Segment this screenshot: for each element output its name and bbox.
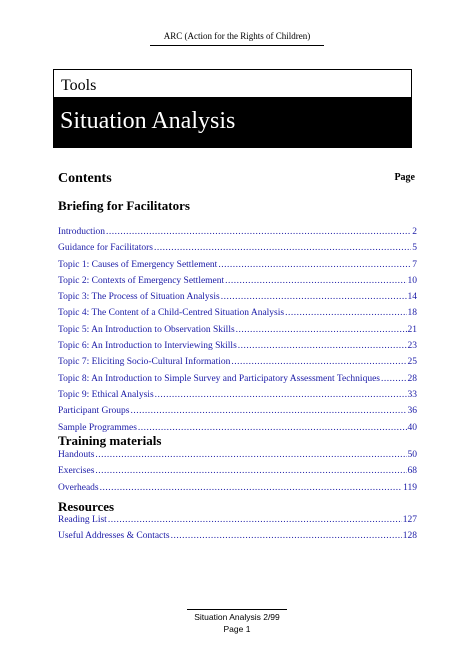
toc-leader <box>238 341 407 352</box>
toc-leader <box>155 390 407 401</box>
toc-leader <box>106 227 411 238</box>
toc-leader <box>231 357 406 368</box>
title-overline: Tools <box>61 77 97 94</box>
toc-entry-page: 50 <box>407 450 417 460</box>
toc-entry[interactable] <box>58 466 417 482</box>
toc-entry[interactable] <box>58 531 417 547</box>
footer-rule <box>187 609 287 610</box>
toc-entry[interactable] <box>58 227 417 243</box>
footer-page-number: Page 1 <box>223 624 251 634</box>
toc-leader <box>95 466 406 477</box>
toc-leader <box>381 374 407 385</box>
toc-entry-title: Topic 4: The Content of a Child-Centred Situation Analysis <box>58 308 285 319</box>
toc-entry[interactable] <box>58 325 417 341</box>
toc-entry-title: Guidance for Facilitators <box>58 243 153 254</box>
toc-entry-title: Topic 8: An Introduction to Simple Survey and Participatory Assessment Techniques <box>58 373 380 384</box>
toc-entry-page: 40 <box>407 422 417 433</box>
toc-entry[interactable] <box>58 483 417 499</box>
toc-entry-title: Topic 6: An Introduction to Interviewing Skills <box>58 341 237 352</box>
toc-entry-page: 2 <box>412 227 417 237</box>
toc-entry-page: 5 <box>412 243 417 254</box>
toc-entry-title: Topic 1: Causes of Emergency Settlement <box>58 259 218 270</box>
toc-entry[interactable] <box>58 308 417 324</box>
title-band <box>54 97 411 147</box>
toc-entry-title: Participant Groups <box>58 406 130 417</box>
toc-leader <box>225 276 406 287</box>
section-heading-resources: Resources <box>58 499 115 514</box>
toc-entry-page: 23 <box>407 341 417 352</box>
toc-entry-page: 21 <box>407 324 417 335</box>
toc-entry[interactable] <box>58 450 417 466</box>
toc-entry-page: 18 <box>407 308 417 319</box>
toc-leader <box>95 450 406 461</box>
toc-entry[interactable] <box>58 357 417 373</box>
toc-entry[interactable] <box>58 390 417 406</box>
toc-entry-page: 36 <box>407 406 417 417</box>
toc-entry-page: 10 <box>407 275 417 286</box>
toc-entry-title: Topic 9: Ethical Analysis <box>58 389 154 400</box>
toc-entry-page: 25 <box>407 357 417 368</box>
toc-entry-title: Topic 7: Eliciting Socio-Cultural Information <box>58 357 231 368</box>
toc-list-resources <box>58 515 417 548</box>
toc-entry[interactable] <box>58 260 417 276</box>
toc-leader <box>154 243 411 254</box>
toc-leader <box>131 406 407 417</box>
toc-entry-title: Topic 5: An Introduction to Observation Skills <box>58 324 235 335</box>
toc-entry-title: Reading List <box>58 515 107 525</box>
section-heading-briefing: Briefing for Facilitators <box>58 198 190 213</box>
toc-entry-page: 28 <box>407 373 417 384</box>
toc-entry-page: 33 <box>407 389 417 400</box>
header-rule <box>150 45 324 46</box>
toc-leader <box>108 515 402 526</box>
toc-leader <box>221 292 407 303</box>
toc-entry[interactable] <box>58 515 417 531</box>
toc-entry-title: Introduction <box>58 227 105 237</box>
section-heading-training: Training materials <box>58 433 162 448</box>
toc-leader <box>218 260 411 271</box>
running-header: ARC (Action for the Rights of Children) <box>163 31 311 41</box>
document-title: Situation Analysis <box>60 108 236 134</box>
toc-entry-page: 127 <box>402 515 417 525</box>
toc-entry-title: Overheads <box>58 482 99 493</box>
page-column-label: Page <box>394 172 415 183</box>
contents-heading: Contents <box>58 171 112 186</box>
toc-entry-title: Exercises <box>58 466 95 477</box>
toc-entry-title: Useful Addresses & Contacts <box>58 531 170 542</box>
toc-entry[interactable] <box>58 341 417 357</box>
toc-entry[interactable] <box>58 243 417 259</box>
toc-entry-page: 68 <box>407 466 417 477</box>
title-box <box>53 69 412 148</box>
toc-entry-page: 14 <box>407 292 417 303</box>
toc-entry-title: Topic 3: The Process of Situation Analysis <box>58 292 220 303</box>
toc-entry-page: 119 <box>403 482 417 493</box>
toc-entry-title: Handouts <box>58 450 95 460</box>
footer-document-ref: Situation Analysis 2/99 <box>194 612 280 622</box>
toc-entry-page: 7 <box>412 259 417 270</box>
toc-leader <box>100 483 402 494</box>
toc-entry[interactable] <box>58 374 417 390</box>
toc-leader <box>236 325 407 336</box>
toc-leader <box>171 531 402 542</box>
toc-list-briefing <box>58 227 417 439</box>
toc-list-training <box>58 450 417 499</box>
toc-entry-page: 128 <box>402 531 417 542</box>
toc-entry[interactable] <box>58 276 417 292</box>
toc-entry[interactable] <box>58 292 417 308</box>
toc-entry[interactable] <box>58 406 417 422</box>
toc-entry-title: Sample Programmes <box>58 422 137 433</box>
toc-leader <box>138 423 407 434</box>
toc-entry-title: Topic 2: Contexts of Emergency Settlement <box>58 275 225 286</box>
toc-leader <box>285 308 406 319</box>
